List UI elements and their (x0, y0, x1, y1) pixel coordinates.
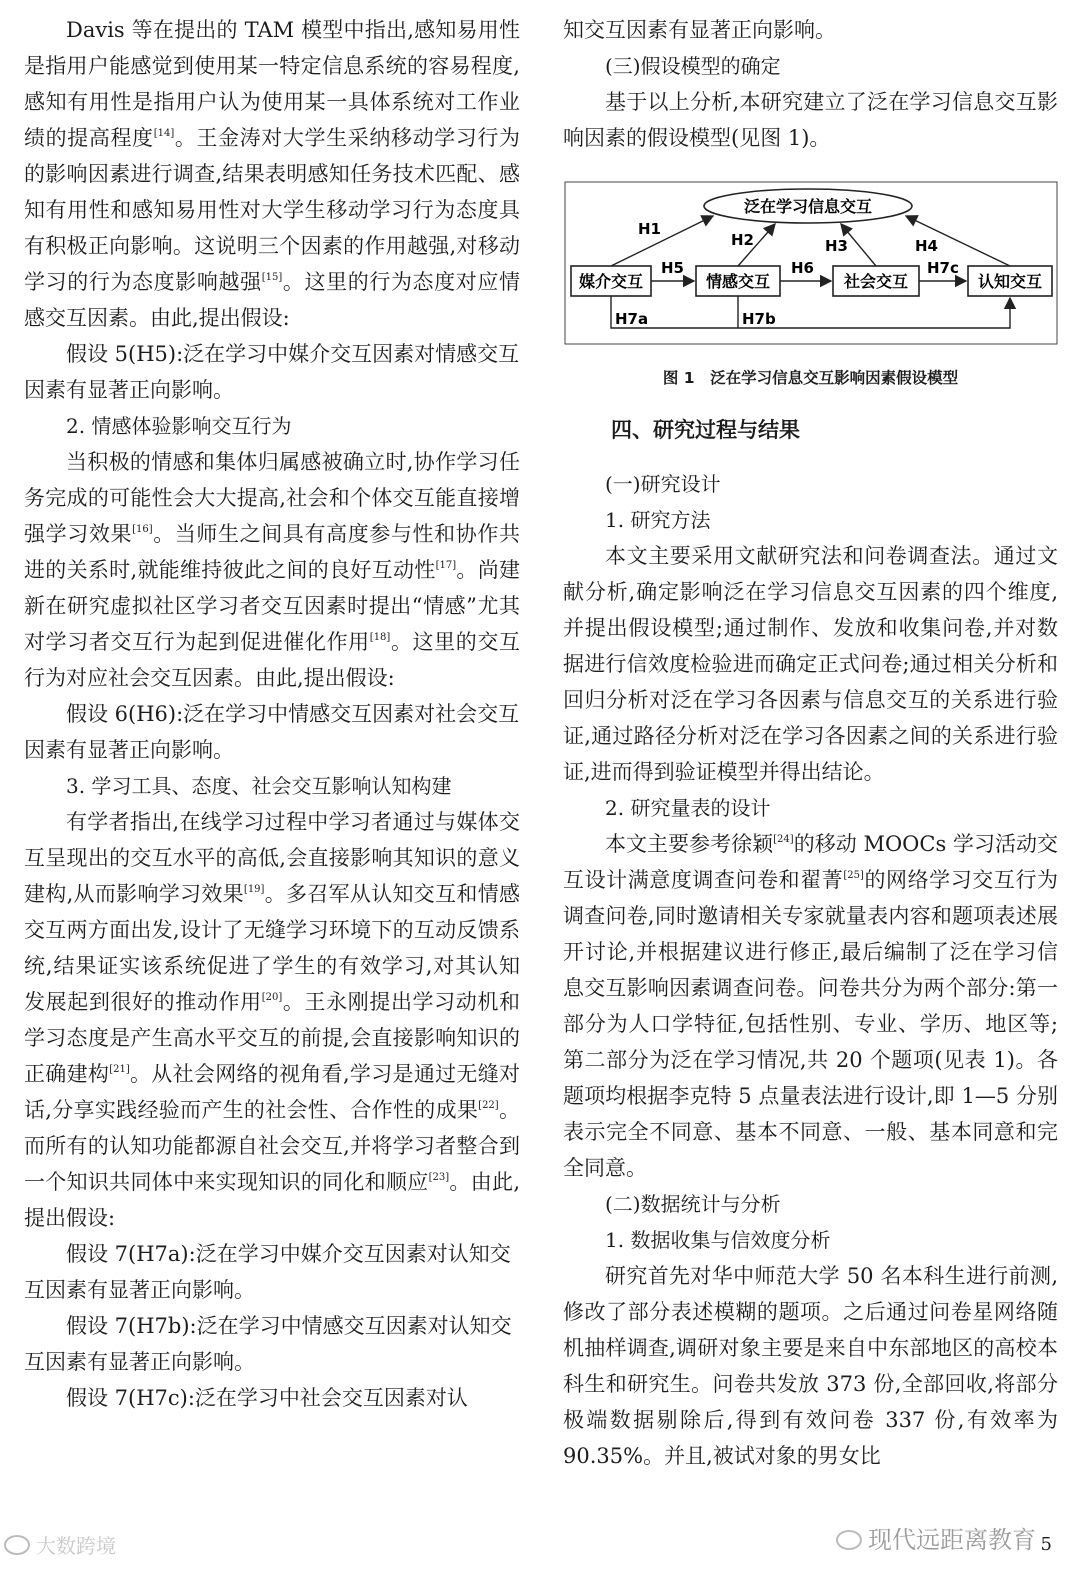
hypothesis-h5: 假设 5(H5):泛在学习中媒介交互因素对情感交互因素有显著正向影响。 (24, 342, 520, 402)
label-h6: H6 (791, 259, 814, 277)
citation-ref: [23] (428, 1172, 450, 1183)
citation-ref: [17] (435, 560, 457, 571)
subheading-emotion: 2. 情感体验影响交互行为 (66, 414, 292, 438)
citation-ref: [14] (153, 128, 175, 139)
paragraph-cognition: 有学者指出,在线学习过程中学习者通过与媒体交互呈现出的交互水平的高低,会直接影响其知识的意义建构,从而影响学习效果[19]。多召军从认知交互和情感交互两方面出发,设计了无缝学习环境下的互动反馈系统,结果证实该系统促进了学生的有效学习,对其认知发展起到很好的推动作用[20]。王永刚提出学习动机和学习态度是产生高水平交互的前提,会直接影响知识的正确建构[21]。从社会网络的视角看,学习是通过无缝对话,分享实践经验而产生的社会性、合作性的成果[22]。而所有的认知功能都源自社会交互,并将学习者整合到一个知识共同体中来实现知识的同化和顺应[23]。由此,提出假设: (24, 810, 520, 1230)
watermark-left (4, 1530, 116, 1559)
subheading-method: 1. 研究方法 (605, 508, 711, 532)
hypothesis-h7c-continued: 知交互因素有显著正向影响。 (563, 18, 836, 42)
node-label-top: 泛在学习信息交互 (743, 197, 873, 216)
paragraph-collect: 研究首先对华中师范大学 50 名本科生进行前测,修改了部分表述模糊的题项。之后通过问卷星网络随机抽样调查,调研对象主要是来自中东部地区的高校本科生和研究生。问卷共发放 373 份,全部回收,将部分极端数据剔除后,得到有效问卷 337 份,有效率为 90.35%。并且,被试对象的男女比 (563, 1264, 1058, 1468)
citation-ref: [15] (261, 272, 283, 283)
watermark-right-text: 现代远距离教育 (868, 1526, 1036, 1554)
paragraph-scale: 本文主要参考徐颖[24]的移动 MOOCs 学习活动交互设计满意度调查问卷和翟菁[25]的网络学习交互行为调查问卷,同时邀请相关专家就量表内容和题项表述展开讨论,并根据建议进行修正,最后编制了泛在学习信息交互影响因素调查问卷。问卷共分为两个部分:第一部分为人口学特征,包括性别、专业、学历、地区等;第二部分为泛在学习情况,共 20 个题项(见表 1)。各题项均根据李克特 5 点量表法进行设计,即 1—5 分别表示完全不同意、基本不同意、一般、基本同意和完全同意。 (563, 832, 1059, 1180)
citation-ref: [21] (109, 1064, 130, 1075)
hypothesis-h7c: 假设 7(H7c):泛在学习中社会交互因素对认 (66, 1386, 468, 1410)
subheading-design: (一)研究设计 (605, 472, 721, 496)
citation-ref: [18] (369, 632, 391, 643)
citation-ref: [20] (261, 992, 283, 1003)
watermark-right (836, 1520, 1036, 1555)
figure-caption: 图 1 泛在学习信息交互影响因素假设模型 (662, 369, 959, 387)
node-label-social: 社会交互 (843, 272, 909, 291)
watermark-left-text: 大数跨境 (36, 1534, 116, 1558)
hypothesis-model-diagram (563, 180, 1059, 346)
node-label-cognition: 认知交互 (977, 272, 1043, 291)
subheading-data: (二)数据统计与分析 (605, 1192, 781, 1216)
label-h4: H4 (915, 237, 938, 255)
citation-ref: [25] (843, 870, 864, 881)
paragraph-method: 本文主要采用文献研究法和问卷调查法。通过文献分析,确定影响泛在学习信息交互因素的四个维度,并提出假设模型;通过制作、发放和收集问卷,并对数据进行信效度检验进而确定正式问卷;通过相关分析和回归分析对泛在学习各因素与信息交互的关系进行验证,通过路径分析对泛在学习各因素之间的关系进行验证,进而得到验证模型并得出结论。 (563, 544, 1058, 784)
label-h3: H3 (825, 237, 848, 255)
hypothesis-h7a: 假设 7(H7a):泛在学习中媒介交互因素对认知交互因素有显著正向影响。 (24, 1242, 511, 1302)
paragraph-model: 基于以上分析,本研究建立了泛在学习信息交互影响因素的假设模型(见图 1)。 (563, 90, 1058, 150)
hypothesis-h7b: 假设 7(H7b):泛在学习中情感交互因素对认知交互因素有显著正向影响。 (24, 1314, 512, 1374)
subheading-collect: 1. 数据收集与信效度分析 (605, 1228, 831, 1252)
node-label-emotion: 情感交互 (705, 272, 771, 291)
label-h5: H5 (661, 259, 684, 277)
hypothesis-h6: 假设 6(H6):泛在学习中情感交互因素对社会交互因素有显著正向影响。 (24, 702, 520, 762)
subheading-cognition: 3. 学习工具、态度、社会交互影响认知构建 (66, 774, 452, 798)
subheading-model: (三)假设模型的确定 (605, 54, 781, 78)
right-column (563, 12, 1058, 1474)
node-label-media: 媒介交互 (578, 272, 644, 291)
paragraph-emotion: 当积极的情感和集体归属感被确立时,协作学习任务完成的可能性会大大提高,社会和个体交互能直接增强学习效果[16]。当师生之间具有高度参与性和协作共进的关系时,就能维持彼此之间的良好互动性[17]。尚建新在研究虚拟社区学习者交互因素时提出“情感”尤其对学习者交互行为起到促进催化作用[18]。这里的交互行为对应社会交互因素。由此,提出假设: (24, 450, 521, 690)
citation-ref: [16] (132, 524, 153, 535)
label-h7b: H7b (742, 310, 776, 328)
citation-ref: [24] (773, 834, 794, 845)
label-h1: H1 (638, 220, 661, 238)
subheading-scale: 2. 研究量表的设计 (605, 796, 771, 820)
link-icon (4, 1535, 30, 1555)
citation-ref: [19] (243, 884, 265, 895)
left-column (24, 12, 520, 1416)
paragraph-tam: Davis 等在提出的 TAM 模型中指出,感知易用性是指用户能感觉到使用某一特定信息系统的容易程度,感知有用性是指用户认为使用某一具体系统对工作业绩的提高程度[14]。王金涛对大学生采纳移动学习行为的影响因素进行调查,结果表明感知任务技术匹配、感知有用性和感知易用性对大学生移动学习行为态度具有积极正向影响。这说明三个因素的作用越强,对移动学习的行为态度影响越强[15]。这里的行为态度对应情感交互因素。由此,提出假设: (24, 18, 521, 330)
page-number: 5 (1040, 1534, 1052, 1555)
label-h7c: H7c (927, 259, 959, 277)
wechat-icon (836, 1530, 862, 1550)
figure-1 (563, 180, 1059, 346)
citation-ref: [22] (478, 1100, 499, 1111)
section-heading-4: 四、研究过程与结果 (611, 418, 800, 442)
label-h2: H2 (731, 231, 754, 249)
label-h7a: H7a (615, 310, 649, 328)
